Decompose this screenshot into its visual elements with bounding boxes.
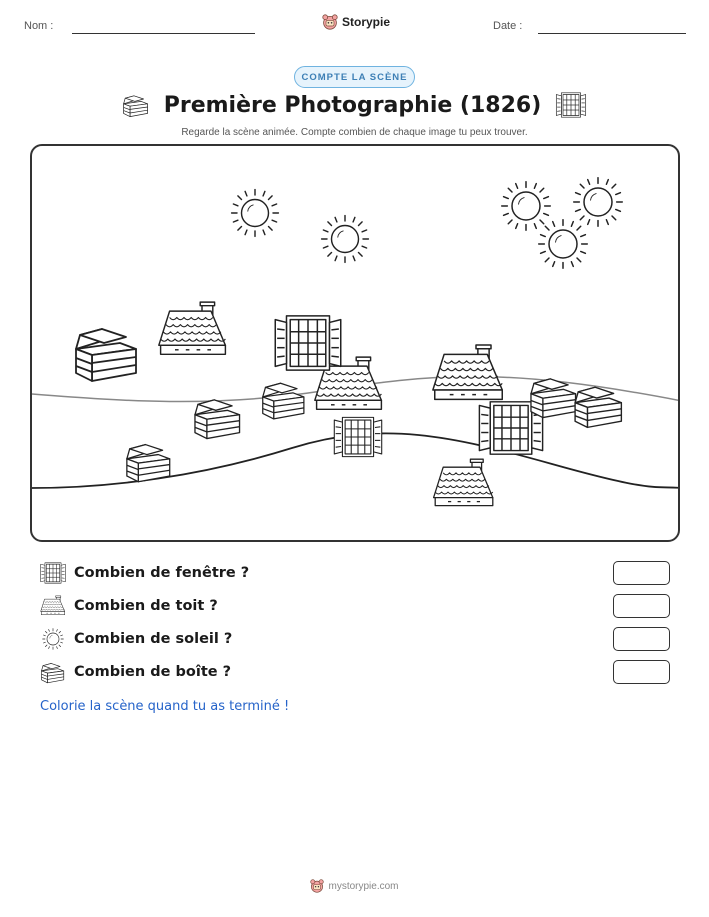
window-icon	[555, 92, 587, 118]
roof-icon	[40, 594, 66, 618]
box-icon	[122, 92, 150, 118]
mascot-icon	[310, 879, 324, 893]
counting-scene	[30, 144, 680, 542]
box-icon	[531, 379, 576, 418]
roof-icon	[434, 459, 493, 505]
date-field[interactable]	[538, 33, 686, 34]
question-label: Combien de soleil ?	[74, 631, 233, 647]
question-label: Combien de toit ?	[74, 598, 218, 614]
question-label: Combien de fenêtre ?	[74, 565, 250, 581]
name-field[interactable]	[72, 33, 255, 34]
box-icon	[40, 660, 66, 684]
title-row	[0, 92, 709, 118]
footer-url[interactable]: mystorypie.com	[328, 880, 399, 892]
answer-box-sun[interactable]	[613, 627, 670, 651]
mascot-icon	[322, 14, 338, 30]
brand-logo	[322, 14, 390, 30]
roof-icon	[433, 345, 502, 399]
activity-badge: COMPTE LA SCÈNE	[294, 66, 415, 88]
window-icon	[334, 417, 381, 456]
page-title: Première Photographie (1826)	[163, 92, 542, 118]
box-icon	[195, 400, 240, 439]
box-icon	[575, 387, 621, 427]
answer-box-window[interactable]	[613, 561, 670, 585]
window-icon	[40, 561, 66, 585]
sun-icon	[539, 220, 588, 269]
brand-name: Storypie	[342, 15, 391, 29]
box-icon	[127, 445, 170, 482]
box-icon	[76, 329, 136, 381]
sun-icon	[40, 627, 66, 651]
box-icon	[263, 383, 304, 419]
window-icon	[275, 316, 340, 370]
sun-icon	[232, 190, 279, 237]
question-label: Combien de boîte ?	[74, 664, 232, 680]
date-label: Date :	[493, 20, 523, 32]
answer-box-roof[interactable]	[613, 594, 670, 618]
roof-icon	[159, 302, 226, 354]
sun-icon	[322, 216, 369, 263]
scene-drawing	[32, 146, 680, 542]
answer-box-box[interactable]	[613, 660, 670, 684]
name-label: Nom :	[24, 20, 54, 32]
footer	[0, 879, 709, 893]
question-window	[40, 560, 670, 586]
instructions: Regarde la scène animée. Compte combien de chaque image tu peux trouver.	[181, 127, 528, 138]
closing-note: Colorie la scène quand tu as terminé !	[40, 699, 290, 714]
question-roof	[40, 593, 670, 619]
question-box	[40, 659, 670, 685]
question-sun	[40, 626, 670, 652]
sun-icon	[502, 182, 551, 231]
sun-icon	[574, 178, 623, 227]
